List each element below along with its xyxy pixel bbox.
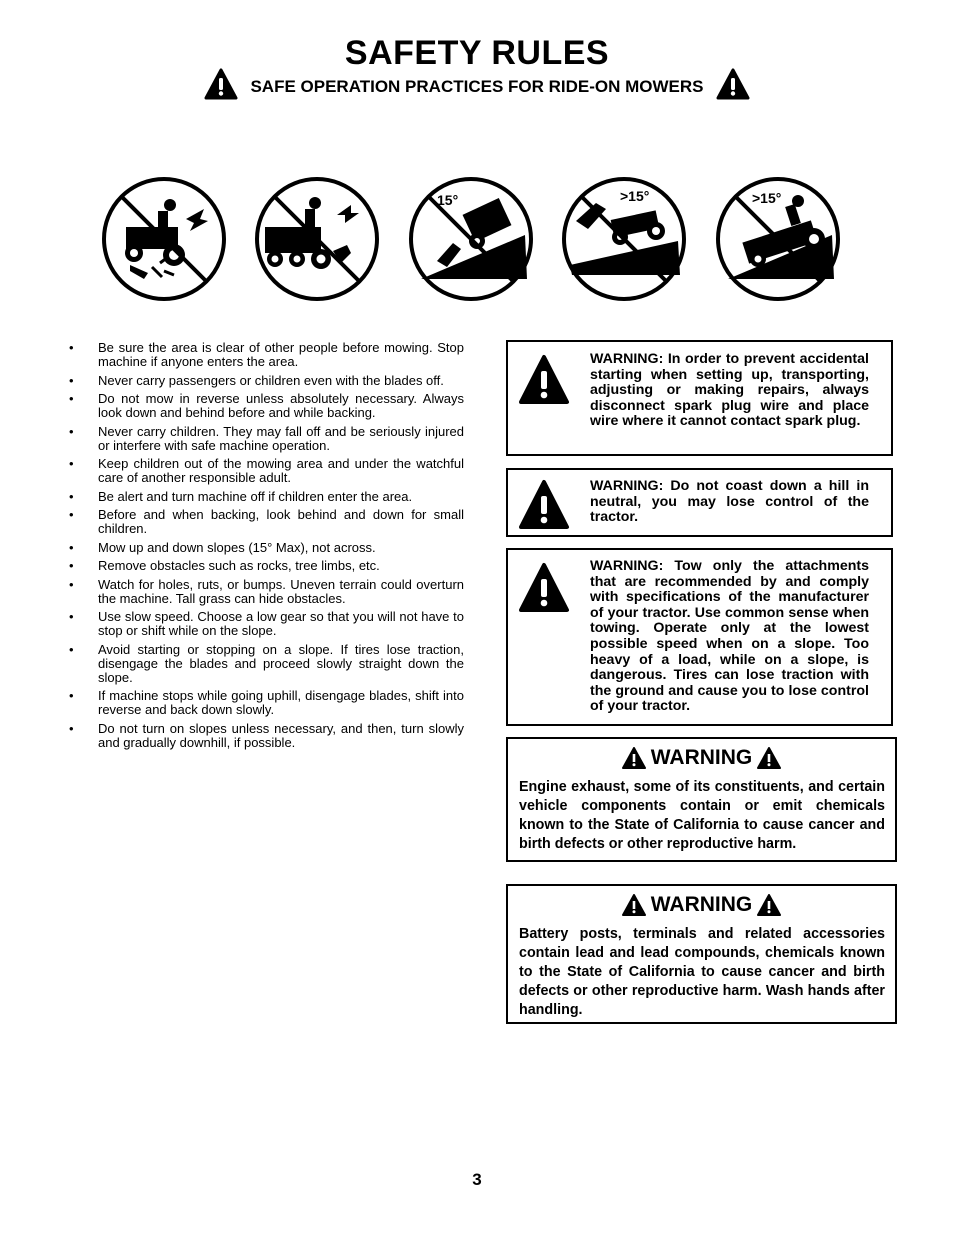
list-item: • If machine stops while going uphill, disengage blades, shift into reverse and back down slowly.	[66, 689, 464, 717]
no-steep-slope-icon	[714, 175, 842, 303]
list-item: • Keep children out of the mowing area and under the watchful care of another responsible adult.	[66, 457, 464, 485]
list-item: • Be sure the area is clear of other people before mowing. Stop machine if anyone enters the area.	[66, 341, 464, 369]
list-item: • Avoid starting or stopping on a slope. If tires lose traction, disengage the blades and proceed slowly straight down the slope.	[66, 643, 464, 685]
list-item: • Use slow speed. Choose a low gear so that you will not have to stop or shift while on the slope.	[66, 610, 464, 638]
warning-box-towing	[506, 548, 893, 726]
warning-triangle-icon	[621, 746, 647, 770]
warning-heading-text: WARNING	[650, 893, 753, 916]
warning-triangle-icon	[756, 746, 782, 770]
warning-triangle-icon	[621, 893, 647, 917]
warning-triangle-icon	[756, 893, 782, 917]
list-item: • Remove obstacles such as rocks, tree limbs, etc.	[66, 559, 464, 573]
warning-heading	[508, 746, 895, 770]
page-subtitle: SAFE OPERATION PRACTICES FOR RIDE-ON MOWERS	[250, 77, 704, 96]
list-item: • Before and when backing, look behind and down for small children.	[66, 508, 464, 536]
warning-text: WARNING: In order to prevent accidental starting when setting up, transporting, adjusting or making repairs, always disconnect spark plug wire and place wire where it cannot contact spark plug.	[590, 351, 869, 430]
warning-triangle-icon	[518, 562, 570, 614]
warning-triangle-icon	[518, 479, 570, 531]
list-item: • Be alert and turn machine off if children enter the area.	[66, 490, 464, 504]
svg-text:>15°: >15°	[752, 190, 782, 206]
no-passengers-icon	[253, 175, 381, 303]
list-item: • Do not turn on slopes unless necessary, and then, turn slowly and gradually downhill, if possible.	[66, 722, 464, 750]
list-item: • Never carry children. They may fall off and be seriously injured or interfere with safe machine operation.	[66, 425, 464, 453]
warning-triangle-icon	[204, 68, 238, 100]
svg-text:>15°: >15°	[620, 188, 650, 204]
page-title: SAFETY RULES	[344, 34, 610, 72]
warning-body: Engine exhaust, some of its constituents, and certain vehicle components contain or emit chemicals known to the State of California to cause cancer and birth defects or other reproductive harm.	[519, 779, 885, 852]
warning-box-spark-plug	[506, 340, 893, 456]
safety-pictograms	[100, 175, 845, 305]
svg-text:15°: 15°	[437, 192, 459, 208]
subtitle-row	[0, 68, 954, 100]
warning-triangle-icon	[716, 68, 750, 100]
warning-heading-text: WARNING	[650, 746, 753, 769]
warning-text: WARNING: Do not coast down a hill in neutral, you may lose control of the tractor.	[590, 478, 869, 526]
list-item: • Mow up and down slopes (15° Max), not across.	[66, 541, 464, 555]
list-item: • Watch for holes, ruts, or bumps. Uneven terrain could overturn the machine. Tall grass can hide obstacles.	[66, 578, 464, 606]
warning-body: Battery posts, terminals and related accessories contain lead and lead compounds, chemicals known to the State of California to cause cancer and birth defects or other reproductive harm. Wash hands after handling.	[519, 926, 885, 1018]
warning-heading	[508, 893, 895, 917]
list-item: • Do not mow in reverse unless absolutely necessary. Always look down and behind before and while backing.	[66, 392, 464, 420]
no-across-slope-icon	[407, 175, 535, 303]
no-reverse-downhill-icon	[560, 175, 688, 303]
safety-rules-list	[66, 341, 464, 754]
page-number: 3	[472, 1170, 482, 1189]
warning-text: WARNING: Tow only the attachments that are recommended by and comply with specifications of the manufacturer of your tractor. Use common sense when towing. Operate only at the lowest possible speed when on a slope. Too heavy of a load, while on a slope, is dangerous. Tires can lose traction with the ground and cause you to lose control of your tractor.	[590, 558, 869, 715]
list-item: • Never carry passengers or children even with the blades off.	[66, 374, 464, 388]
california-warning-exhaust	[506, 737, 897, 862]
no-children-near-mower-icon	[100, 175, 228, 303]
warning-triangle-icon	[518, 354, 570, 406]
warning-box-coasting	[506, 468, 893, 537]
california-warning-battery	[506, 884, 897, 1024]
